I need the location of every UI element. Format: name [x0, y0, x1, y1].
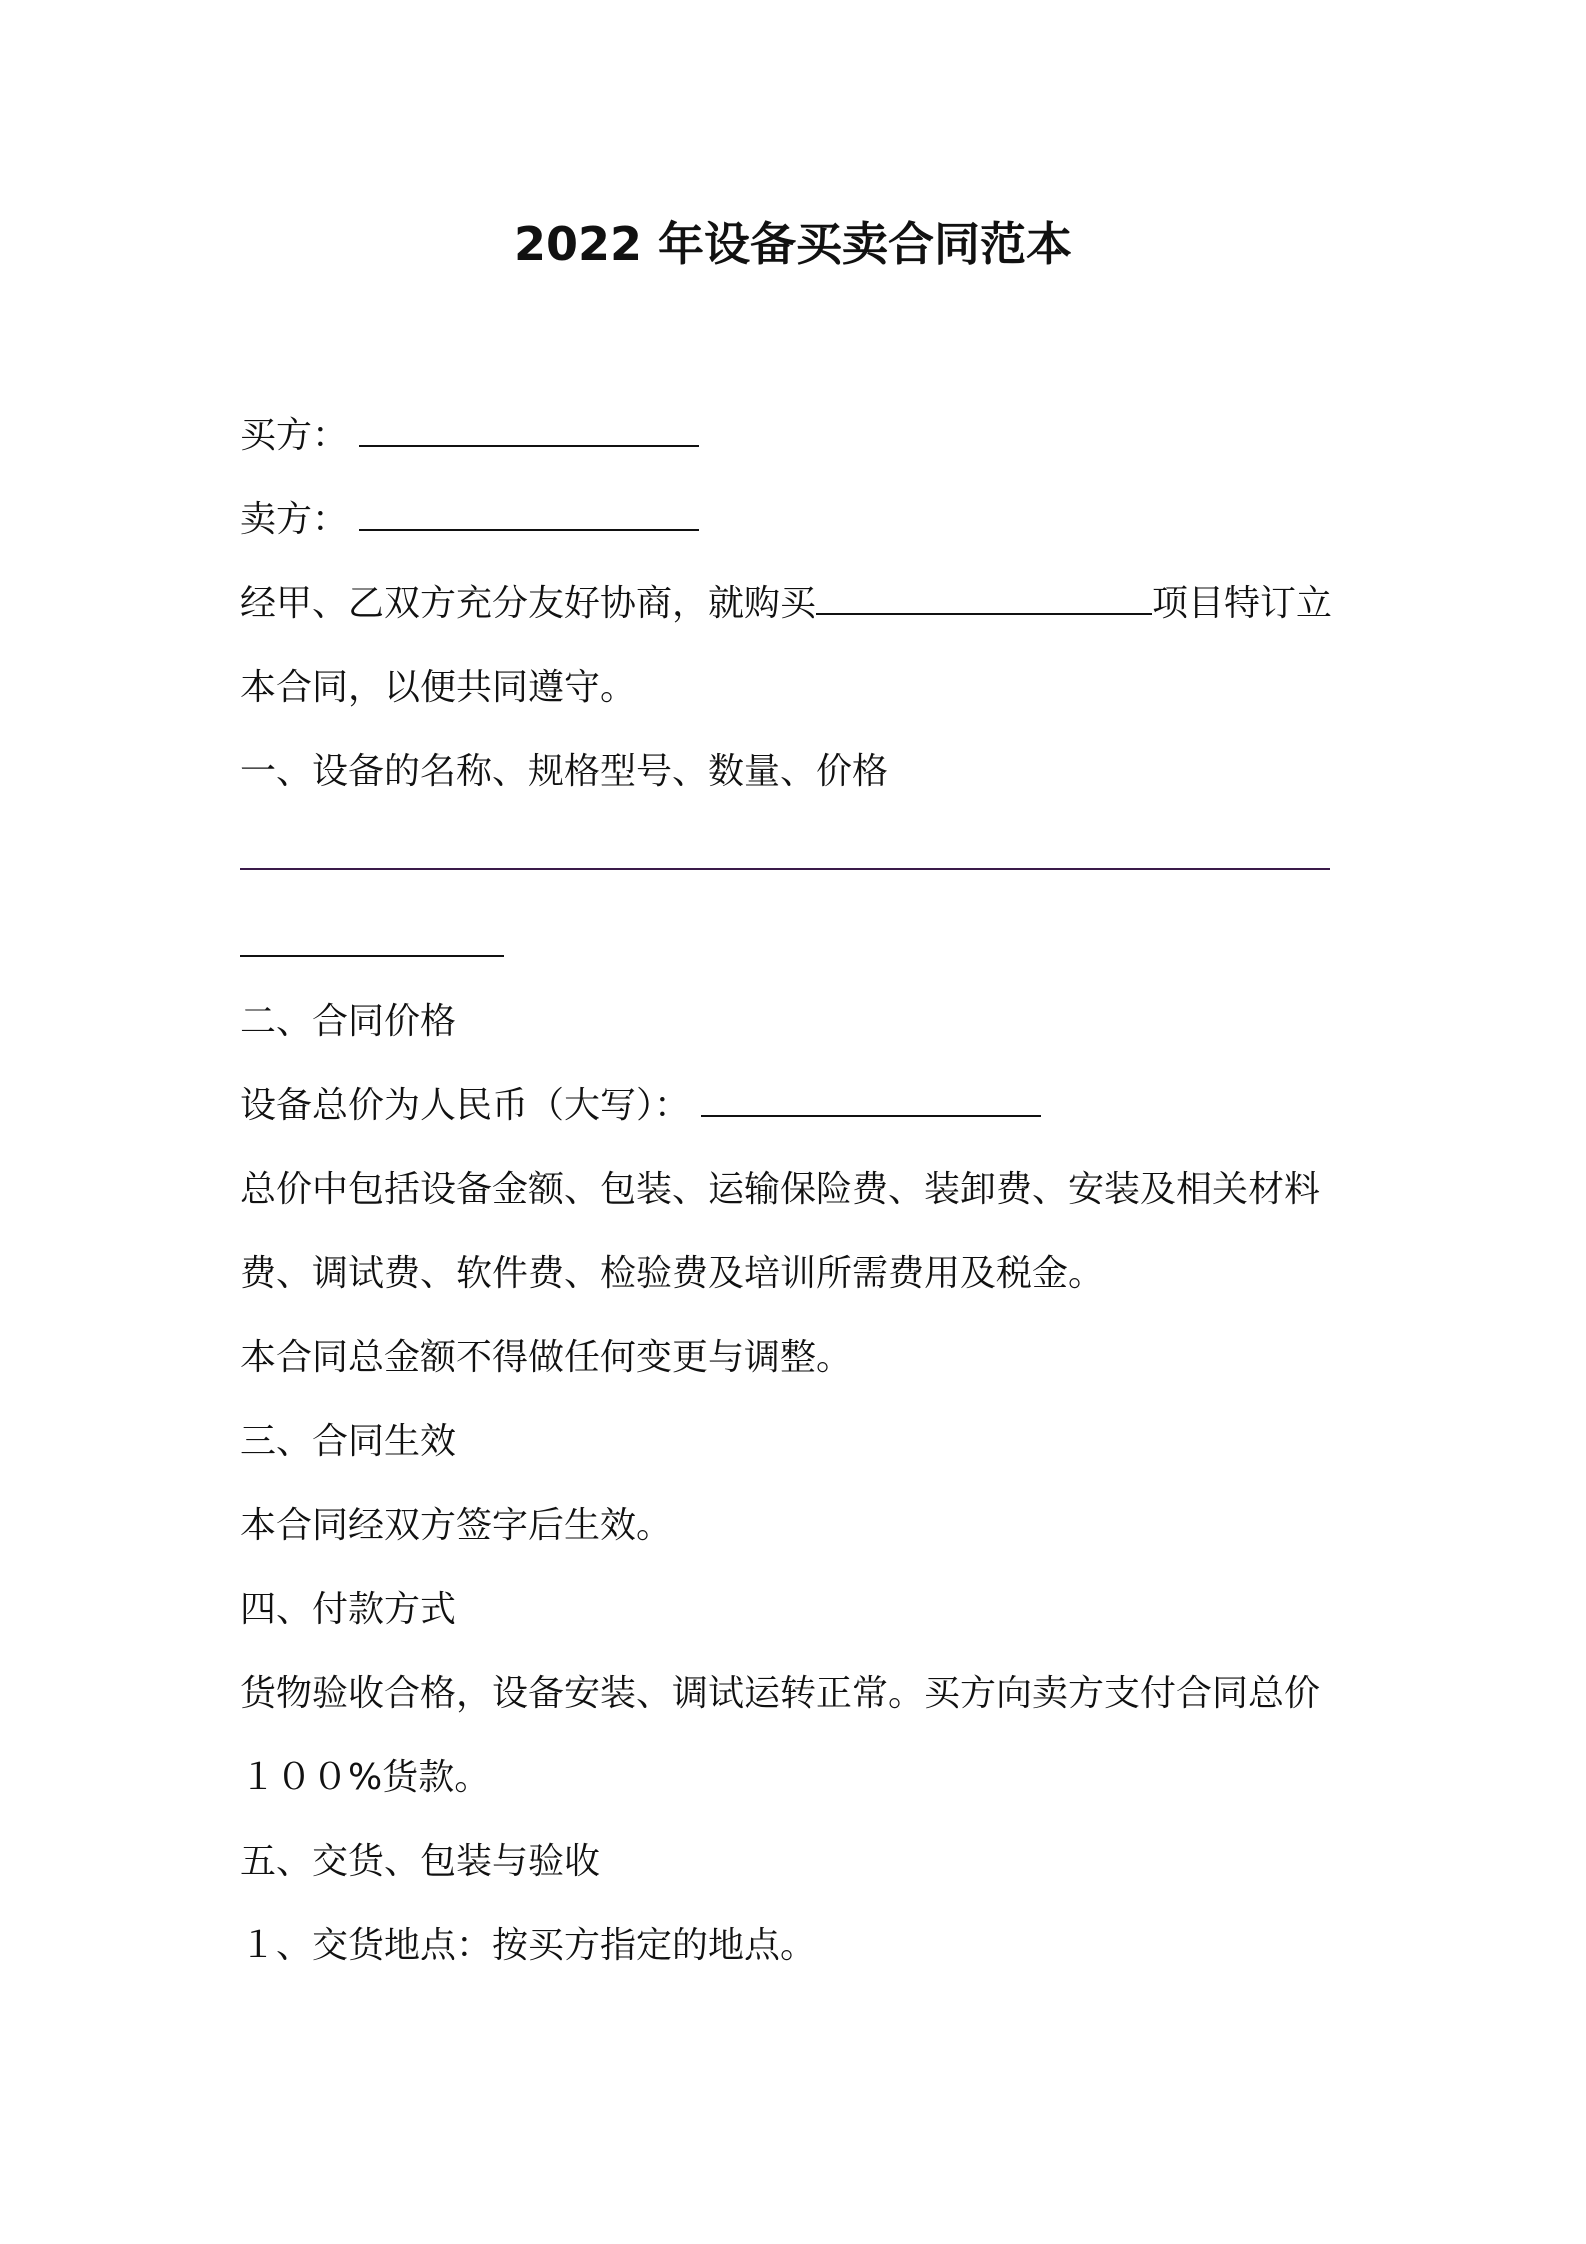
buyer-blank[interactable] — [359, 415, 699, 447]
document-title: 2022 年设备买卖合同范本 — [513, 217, 1073, 271]
seller-line — [240, 494, 699, 546]
equipment-detail-blank-line[interactable] — [240, 868, 1330, 870]
intro-line-1 — [240, 578, 1332, 630]
section2-heading: 二、合同价格 — [240, 1001, 457, 1042]
price-label: 设备总价为人民币（大写）： — [240, 1085, 691, 1126]
price-text-2: 费、调试费、软件费、检验费及培训所需费用及税金。 — [240, 1253, 1105, 1294]
buyer-label: 买方： — [240, 415, 349, 456]
intro-text-after: 项目特订立 — [1152, 583, 1333, 624]
price-blank[interactable] — [701, 1085, 1041, 1117]
seller-label: 卖方： — [240, 499, 349, 540]
seller-blank[interactable] — [359, 499, 699, 531]
project-blank[interactable] — [816, 583, 1152, 615]
intro-text-before: 经甲、乙双方充分友好协商，就购买 — [240, 583, 817, 624]
delivery-item-1: １、交货地点：按买方指定的地点。 — [240, 1925, 817, 1966]
buyer-line — [240, 410, 699, 462]
payment-text-1: 货物验收合格，设备安装、调试运转正常。买方向卖方支付合同总价 — [240, 1673, 1321, 1714]
intro-line-2: 本合同，以便共同遵守。 — [240, 667, 637, 708]
effect-text: 本合同经双方签字后生效。 — [240, 1505, 673, 1546]
equipment-detail-blank-line-2[interactable] — [240, 955, 504, 957]
price-text-1: 总价中包括设备金额、包装、运输保险费、装卸费、安装及相关材料 — [240, 1169, 1321, 1210]
section4-heading: 四、付款方式 — [240, 1589, 457, 1630]
price-text-3: 本合同总金额不得做任何变更与调整。 — [240, 1337, 853, 1378]
price-line — [240, 1080, 1041, 1132]
payment-text-2: １００%货款。 — [240, 1757, 491, 1798]
section3-heading: 三、合同生效 — [240, 1421, 457, 1462]
section5-heading: 五、交货、包装与验收 — [240, 1841, 601, 1882]
section1-heading: 一、设备的名称、规格型号、数量、价格 — [240, 751, 889, 792]
